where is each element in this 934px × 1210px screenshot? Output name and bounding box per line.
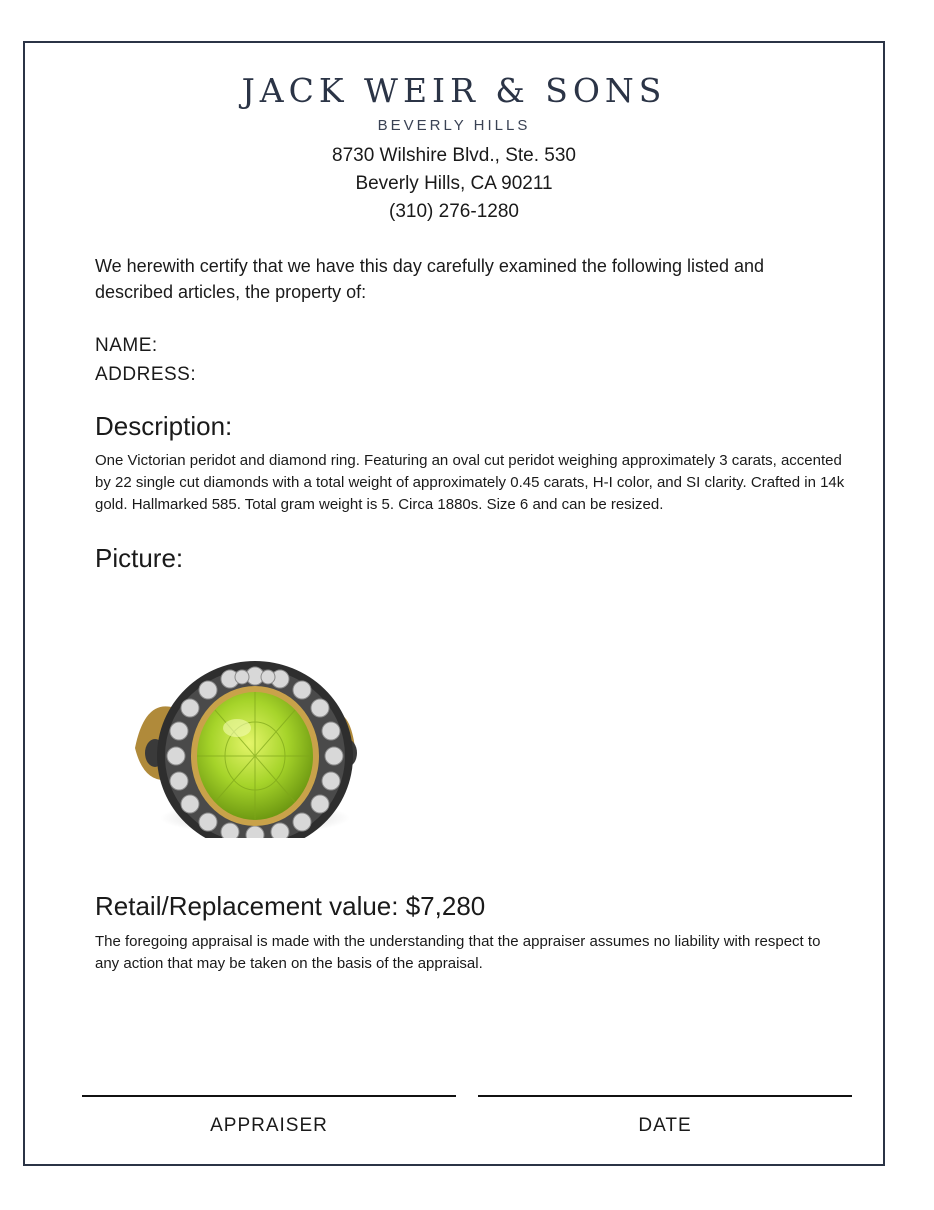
certification-statement: We herewith certify that we have this day carefully examined the following listed and described articles, the property of: [95, 256, 765, 302]
address-line-1: 8730 Wilshire Blvd., Ste. 530 [332, 145, 576, 166]
brand-location: BEVERLY HILLS [377, 117, 531, 134]
address-line-2: Beverly Hills, CA 90211 [355, 173, 553, 194]
date-label: DATE [638, 1115, 692, 1136]
picture-heading: Picture: [95, 543, 184, 573]
date-signature-line [478, 1095, 852, 1097]
appraisal-disclaimer: The foregoing appraisal is made with the understanding that the appraiser assumes no liability with respect to any action that may be taken on the basis of the appraisal. [95, 933, 821, 972]
brand-name: JACK WEIR & SONS [241, 71, 667, 110]
retail-replacement-value: Retail/Replacement value: $7,280 [95, 891, 486, 921]
appraiser-label: APPRAISER [210, 1115, 328, 1136]
appraisal-certificate-frame [23, 41, 885, 1166]
phone-number: (310) 276-1280 [389, 201, 519, 222]
description-heading: Description: [95, 411, 233, 441]
name-label: NAME: [95, 335, 158, 356]
address-label: ADDRESS: [95, 364, 197, 385]
appraiser-signature-line [82, 1095, 456, 1097]
ring-picture [125, 628, 365, 838]
peridot-ring-image [125, 628, 365, 838]
description-text: One Victorian peridot and diamond ring. Featuring an oval cut peridot weighing approximately 3 carats, accented by 22 single cut diamonds with a total weight of approximately 0.45 carats, H-I color, and SI clarity. Crafted in 14k gold. Hallmarked 585. Total gram weight is 5. Circa 1880s. Size 6 and can be resized. [95, 452, 845, 513]
